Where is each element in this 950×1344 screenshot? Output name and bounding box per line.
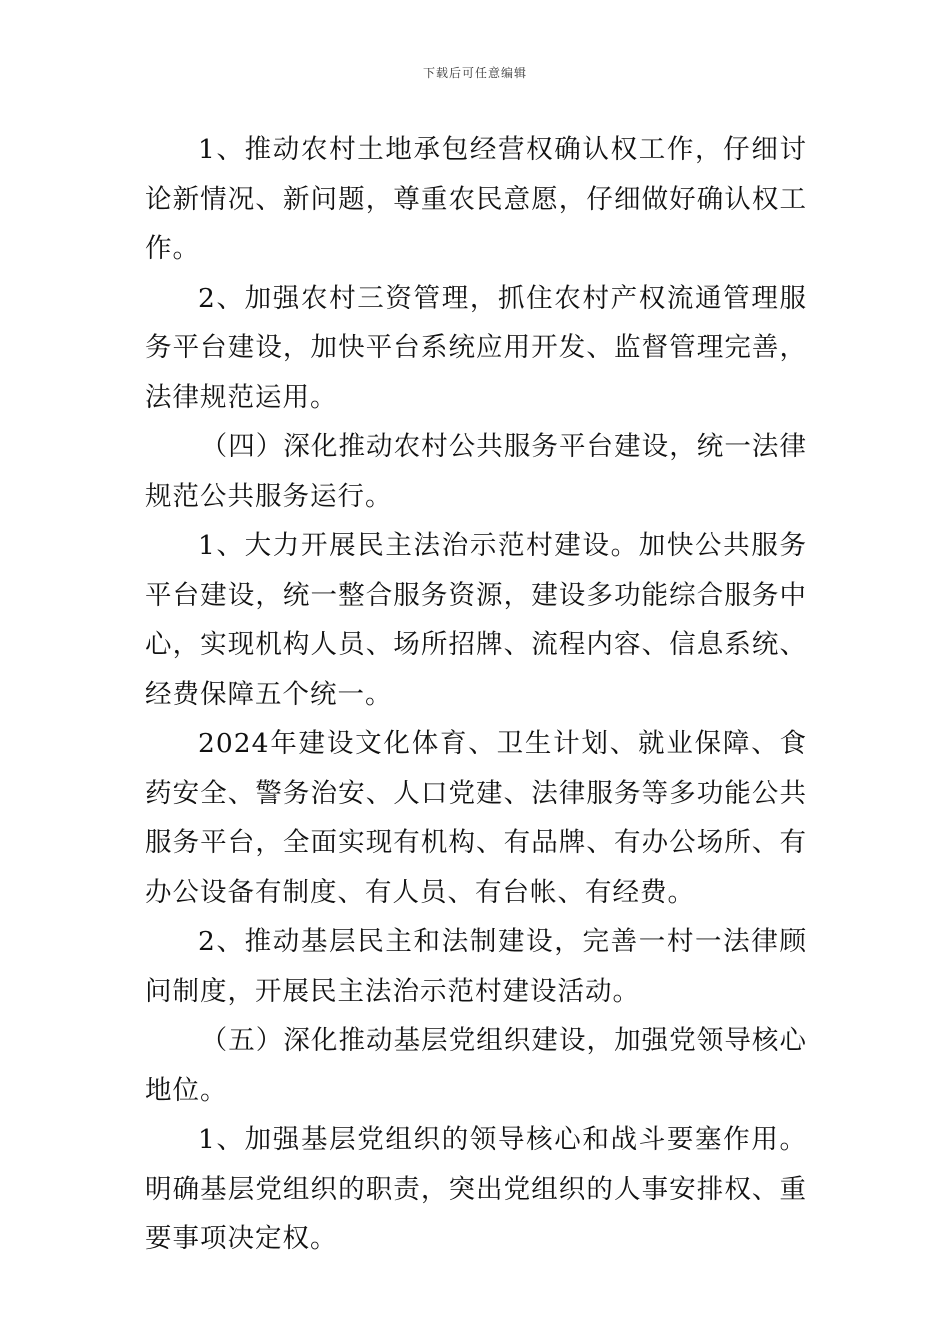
paragraph-three-assets: 2、加强农村三资管理，抓住农村产权流通管理服务平台建设，加快平台系统应用开发、监督管理完善，法律规范运用。 bbox=[145, 282, 807, 413]
paragraph-2024-platform: 2024年建设文化体育、卫生计划、就业保障、食药安全、警务治安、人口党建、法律服务等多功能公共服务平台，全面实现有机构、有品牌、有办公场所、有办公设备有制度、有人员、有台帐、有经费。 bbox=[145, 728, 807, 908]
page-header: 下载后可任意编辑 bbox=[422, 66, 527, 80]
document-body bbox=[145, 125, 807, 1264]
paragraph-land-rights: 1、推动农村土地承包经营权确认权工作，仔细讨论新情况、新问题，尊重农民意愿，仔细做好确认权工作。 bbox=[145, 134, 807, 264]
paragraph-demo-village: 1、大力开展民主法治示范村建设。加快公共服务平台建设，统一整合服务资源，建设多功能综合服务中心，实现机构人员、场所招牌、流程内容、信息系统、经费保障五个统一。 bbox=[145, 530, 807, 710]
section-heading-five: （五）深化推动基层党组织建设，加强党领导核心地位。 bbox=[145, 1025, 807, 1106]
paragraph-grassroots-democracy: 2、推动基层民主和法制建设，完善一村一法律顾问制度，开展民主法治示范村建设活动。 bbox=[145, 926, 807, 1007]
section-heading-four: （四）深化推动农村公共服务平台建设，统一法律规范公共服务运行。 bbox=[145, 431, 807, 512]
paragraph-party-leadership: 1、加强基层党组织的领导核心和战斗要塞作用。明确基层党组织的职责，突出党组织的人事安排权、重要事项决定权。 bbox=[145, 1124, 807, 1254]
